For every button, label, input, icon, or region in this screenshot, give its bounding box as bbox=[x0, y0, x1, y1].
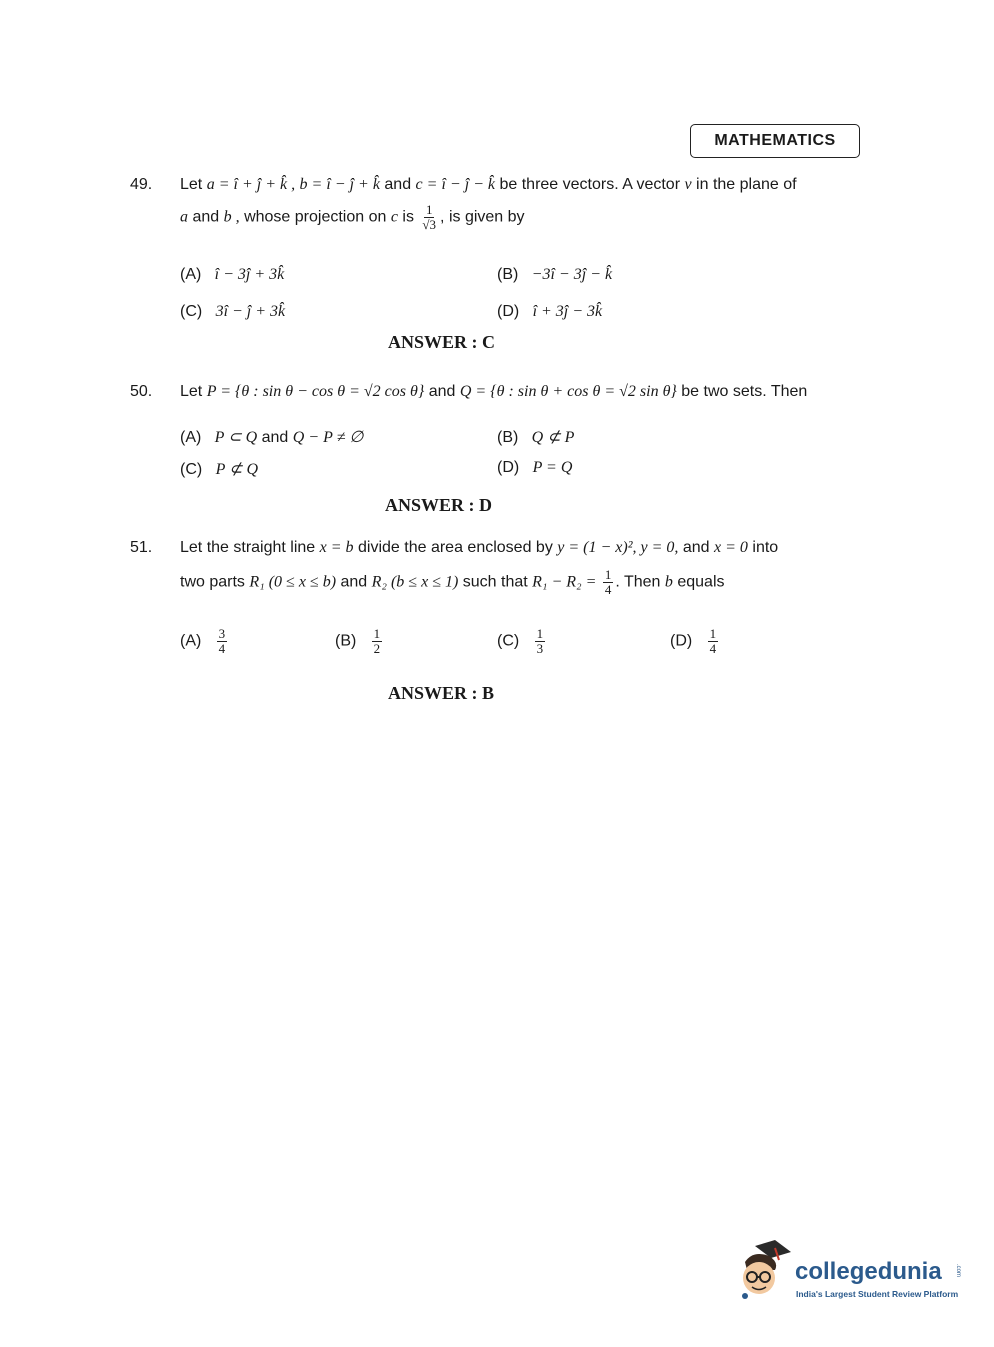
text: and bbox=[384, 176, 412, 193]
fraction-numerator: 3 bbox=[218, 626, 226, 641]
option-a bbox=[180, 427, 363, 447]
question-51-line1 bbox=[180, 539, 778, 557]
option-label: (C) bbox=[180, 303, 203, 320]
option-c bbox=[497, 627, 547, 655]
vector-b: b , bbox=[223, 208, 240, 226]
fraction-numerator: 1 bbox=[536, 626, 544, 641]
vector-v: v bbox=[684, 176, 692, 193]
option-label: (D) bbox=[497, 303, 520, 320]
answer-label: ANSWER : D bbox=[385, 495, 493, 515]
option-d bbox=[497, 303, 602, 321]
option-a bbox=[180, 627, 229, 655]
option-c bbox=[180, 303, 285, 321]
text: such that bbox=[462, 573, 528, 591]
option-b bbox=[497, 427, 574, 447]
logo-domain: .com bbox=[955, 1264, 961, 1278]
option-label: (B) bbox=[497, 429, 519, 446]
mascot-icon bbox=[735, 1240, 793, 1306]
option-value: Q − P ≠ ∅ bbox=[292, 429, 364, 446]
fraction-numerator: 1 bbox=[425, 202, 433, 217]
option-value: î + 3ĵ − 3k̂ bbox=[532, 303, 603, 320]
question-51-line2 bbox=[180, 568, 725, 596]
option-value: P = Q bbox=[532, 459, 573, 476]
text: Let the straight line bbox=[180, 539, 316, 556]
vector-c: c bbox=[390, 208, 398, 226]
option-b bbox=[497, 266, 612, 284]
text: . Then bbox=[615, 573, 661, 591]
question-49-line1 bbox=[180, 176, 797, 194]
question-50-line bbox=[180, 383, 807, 401]
text: and bbox=[682, 539, 710, 556]
option-label: (D) bbox=[497, 459, 520, 476]
option-value: Q ⊄ P bbox=[531, 429, 575, 446]
option-label: (C) bbox=[180, 461, 203, 478]
text: be three vectors. A vector bbox=[499, 176, 681, 193]
answer-label: ANSWER : B bbox=[388, 683, 495, 703]
math-expression: y = (1 − x)², y = 0, bbox=[557, 539, 679, 556]
fraction-denominator: √3 bbox=[422, 216, 437, 232]
option-c bbox=[180, 459, 258, 479]
set-q-definition: Q = {θ : sin θ + cos θ = √2 sin θ} bbox=[459, 383, 677, 400]
text: divide the area enclosed by bbox=[358, 539, 553, 556]
fraction-denominator: 4 bbox=[709, 640, 717, 656]
math-expression: R₂ (b ≤ x ≤ 1) bbox=[371, 573, 459, 591]
option-b bbox=[335, 627, 384, 655]
option-label: (D) bbox=[670, 632, 693, 650]
subject-header: MATHEMATICS bbox=[690, 124, 860, 158]
fraction-denominator: 4 bbox=[604, 581, 612, 597]
option-label: (B) bbox=[335, 632, 357, 650]
option-d bbox=[497, 459, 572, 477]
fraction bbox=[420, 203, 438, 231]
vector-b-definition: b = î − ĵ + k̂ bbox=[299, 176, 380, 193]
option-d bbox=[670, 627, 720, 655]
vector-a-definition: a = î + ĵ + k̂ , bbox=[206, 176, 296, 193]
math-expression: R₁ (0 ≤ x ≤ b) bbox=[249, 573, 337, 591]
option-fraction bbox=[708, 627, 719, 655]
logo-tagline: India's Largest Student Review Platform bbox=[796, 1289, 959, 1299]
text: and bbox=[428, 383, 456, 400]
text: in the plane of bbox=[696, 176, 797, 193]
text: , is given by bbox=[440, 208, 525, 226]
math-expression: x = 0 bbox=[714, 539, 748, 556]
fraction-numerator: 1 bbox=[604, 567, 612, 582]
fraction-denominator: 4 bbox=[218, 640, 226, 656]
text: be two sets. Then bbox=[681, 383, 808, 400]
collegedunia-logo bbox=[735, 1240, 965, 1310]
option-fraction bbox=[535, 627, 546, 655]
option-value: 3î − ĵ + 3k̂ bbox=[215, 303, 286, 320]
option-fraction bbox=[372, 627, 383, 655]
text: two parts bbox=[180, 573, 245, 591]
option-label: (C) bbox=[497, 632, 520, 650]
answer-label: ANSWER : C bbox=[388, 332, 496, 352]
fraction-numerator: 1 bbox=[373, 626, 381, 641]
option-value: P ⊄ Q bbox=[215, 461, 259, 478]
question-number: 50. bbox=[130, 383, 153, 400]
option-label: (A) bbox=[180, 632, 202, 650]
option-a bbox=[180, 266, 284, 284]
logo-wordmark: collegedunia bbox=[795, 1258, 942, 1285]
text: and bbox=[340, 573, 368, 591]
question-number: 49. bbox=[130, 176, 153, 193]
text: into bbox=[752, 539, 779, 556]
option-fraction bbox=[217, 627, 228, 655]
text: is bbox=[402, 208, 414, 226]
math-expression: x = b bbox=[319, 539, 354, 556]
vector-a: a bbox=[180, 208, 188, 226]
option-value: P ⊂ Q bbox=[214, 429, 258, 446]
option-label: (A) bbox=[180, 266, 202, 283]
text: Let bbox=[180, 176, 203, 193]
question-number: 51. bbox=[130, 539, 153, 556]
text: Let bbox=[180, 383, 203, 400]
fraction-denominator: 2 bbox=[373, 640, 381, 656]
option-label: (B) bbox=[497, 266, 519, 283]
text: equals bbox=[677, 573, 725, 591]
fraction-numerator: 1 bbox=[709, 626, 717, 641]
text: whose projection on bbox=[244, 208, 387, 226]
fraction bbox=[603, 568, 614, 596]
math-expression: b bbox=[664, 573, 673, 591]
text: and bbox=[192, 208, 220, 226]
set-p-definition: P = {θ : sin θ − cos θ = √2 cos θ} bbox=[206, 383, 425, 400]
question-49-line2 bbox=[180, 203, 525, 231]
math-expression: R₁ − R₂ = bbox=[532, 573, 597, 591]
fraction-denominator: 3 bbox=[536, 640, 544, 656]
option-value: î − 3ĵ + 3k̂ bbox=[214, 266, 285, 283]
option-label: (A) bbox=[180, 429, 202, 446]
vector-c-definition: c = î − ĵ − k̂ bbox=[415, 176, 496, 193]
option-value: −3î − 3ĵ − k̂ bbox=[531, 266, 613, 283]
text: and bbox=[261, 429, 289, 446]
